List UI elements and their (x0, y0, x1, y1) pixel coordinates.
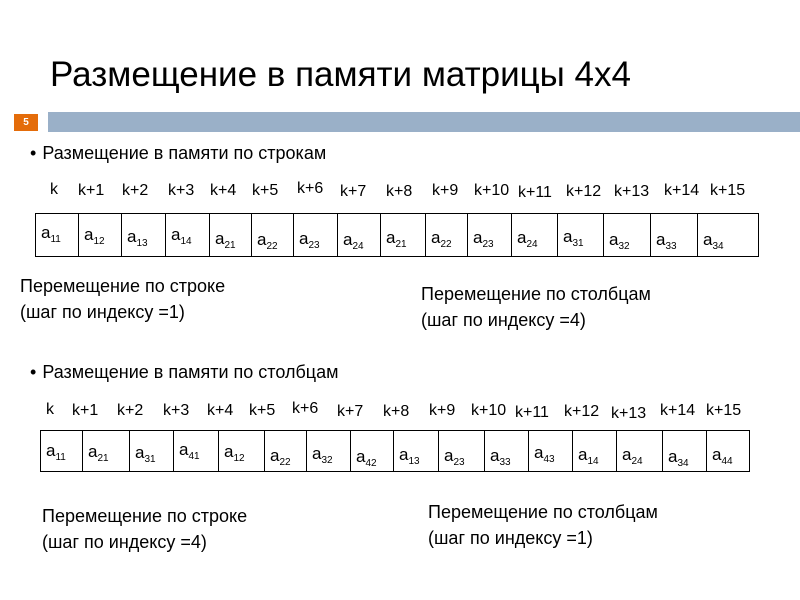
matrix-element-subscript: 22 (279, 457, 291, 468)
matrix-element-subscript: 32 (321, 455, 333, 466)
matrix-element (41, 223, 61, 245)
memory-index-label: k+8 (383, 403, 410, 420)
matrix-element-base: a (668, 447, 678, 466)
memory-cell (351, 431, 394, 471)
note-line: Перемещение по столбцам (428, 502, 658, 522)
memory-index-label: k+5 (252, 182, 279, 199)
memory-index-label: k (46, 401, 54, 418)
matrix-element-subscript: 24 (352, 241, 364, 252)
matrix-element-base: a (703, 230, 713, 249)
matrix-element (656, 230, 677, 252)
matrix-element-base: a (171, 225, 181, 244)
matrix-element-base: a (431, 228, 441, 247)
section-1-heading: Размещение в памяти по строкам (42, 143, 327, 163)
matrix-element-base: a (135, 443, 145, 462)
memory-index-label: k+7 (340, 183, 367, 200)
matrix-element-subscript: 21 (97, 453, 109, 464)
section-1-memory-strip (35, 213, 759, 257)
matrix-element-base: a (270, 446, 280, 465)
section-2-memory-strip (40, 430, 750, 472)
matrix-element-base: a (609, 230, 619, 249)
matrix-element-base: a (343, 230, 353, 249)
matrix-element (127, 227, 148, 249)
matrix-element (270, 446, 291, 468)
matrix-element-subscript: 42 (365, 458, 377, 469)
matrix-element-subscript: 24 (526, 239, 538, 250)
matrix-element (171, 225, 192, 247)
memory-index-label: k+9 (429, 402, 456, 419)
matrix-element (712, 445, 733, 467)
note-line: (шаг по индексу =1) (20, 302, 185, 322)
memory-index-label: k+11 (515, 404, 549, 421)
memory-index-label: k+12 (566, 183, 602, 200)
memory-index-label: k+10 (471, 402, 507, 419)
matrix-element-subscript: 44 (721, 456, 733, 467)
matrix-element-subscript: 33 (499, 457, 511, 468)
matrix-element (534, 443, 555, 465)
matrix-element-base: a (84, 225, 94, 244)
memory-index-label: k+13 (614, 183, 650, 200)
matrix-element-base: a (656, 230, 666, 249)
matrix-element (563, 227, 584, 249)
memory-cell (83, 431, 130, 471)
bullet-dot-icon: • (30, 143, 37, 163)
matrix-element-base: a (578, 445, 588, 464)
memory-cell (529, 431, 573, 471)
matrix-element-subscript: 11 (50, 234, 61, 245)
matrix-element-subscript: 22 (440, 239, 452, 250)
note-line: (шаг по индексу =4) (421, 310, 586, 330)
matrix-element-subscript: 41 (188, 451, 200, 462)
memory-cell (265, 431, 307, 471)
memory-index-label: k+15 (706, 402, 742, 419)
memory-cell (651, 214, 698, 256)
section-1-note-left (20, 273, 225, 325)
matrix-element (84, 225, 105, 247)
memory-index-label: k+3 (163, 402, 190, 419)
section-1-note-right (421, 281, 651, 333)
matrix-element-base: a (299, 229, 309, 248)
memory-cell (381, 214, 426, 256)
slide-number: 5 (14, 114, 38, 131)
memory-cell (617, 431, 663, 471)
matrix-element-subscript: 24 (631, 456, 643, 467)
matrix-element (668, 447, 689, 469)
memory-index-label: k+15 (710, 182, 746, 199)
matrix-element-subscript: 33 (665, 241, 677, 252)
memory-index-label: k+2 (117, 402, 144, 419)
memory-cell (79, 214, 122, 256)
matrix-element-subscript: 23 (453, 457, 465, 468)
matrix-element-base: a (88, 442, 98, 461)
matrix-element-subscript: 13 (408, 456, 420, 467)
matrix-element-base: a (257, 230, 267, 249)
title-underline-bar (48, 112, 800, 132)
note-line: Перемещение по строке (20, 276, 226, 296)
matrix-element-subscript: 12 (93, 236, 105, 247)
memory-cell (307, 431, 351, 471)
matrix-element-subscript: 34 (677, 458, 689, 469)
matrix-element (215, 229, 236, 251)
memory-cell (426, 214, 468, 256)
memory-cell (219, 431, 265, 471)
matrix-element (399, 445, 420, 467)
slide-title: Размещение в памяти матрицы 4х4 (50, 55, 631, 94)
matrix-element-base: a (712, 445, 722, 464)
matrix-element (46, 441, 66, 463)
matrix-element-subscript: 11 (55, 452, 66, 463)
matrix-element-subscript: 21 (395, 239, 407, 250)
memory-index-label: k+9 (432, 182, 459, 199)
memory-cell (41, 431, 83, 471)
memory-cell (698, 214, 758, 256)
memory-cell (36, 214, 79, 256)
section-2-note-left (42, 503, 247, 555)
memory-index-label: k+4 (207, 402, 234, 419)
memory-index-label: k+7 (337, 403, 364, 420)
memory-index-label: k+13 (611, 405, 647, 422)
section-2-note-right (428, 499, 658, 551)
memory-index-label: k+3 (168, 182, 195, 199)
memory-cell (174, 431, 219, 471)
section-1-bullet (30, 143, 326, 164)
matrix-element (135, 443, 156, 465)
memory-cell (166, 214, 210, 256)
matrix-element (88, 442, 109, 464)
memory-index-label: k (50, 181, 58, 198)
memory-cell (512, 214, 558, 256)
memory-cell (294, 214, 338, 256)
matrix-element-base: a (490, 446, 500, 465)
memory-cell (338, 214, 381, 256)
matrix-element (343, 230, 364, 252)
memory-cell (573, 431, 617, 471)
bullet-dot-icon: • (30, 362, 37, 382)
matrix-element (431, 228, 452, 250)
memory-index-label: k+6 (297, 180, 324, 197)
matrix-element-subscript: 14 (180, 236, 192, 247)
matrix-element-base: a (356, 447, 366, 466)
matrix-element (622, 445, 643, 467)
matrix-element (609, 230, 630, 252)
matrix-element-base: a (563, 227, 573, 246)
memory-cell (130, 431, 174, 471)
matrix-element-base: a (444, 446, 454, 465)
memory-index-label: k+8 (386, 183, 413, 200)
note-line: (шаг по индексу =4) (42, 532, 207, 552)
matrix-element (490, 446, 511, 468)
note-line: (шаг по индексу =1) (428, 528, 593, 548)
matrix-element-base: a (399, 445, 409, 464)
matrix-element (299, 229, 320, 251)
section-2-bullet (30, 362, 338, 383)
memory-index-label: k+6 (292, 400, 319, 417)
memory-index-label: k+12 (564, 403, 600, 420)
matrix-element-base: a (473, 228, 483, 247)
matrix-element (312, 444, 333, 466)
matrix-element-subscript: 43 (543, 454, 555, 465)
matrix-element-subscript: 23 (482, 239, 494, 250)
matrix-element (257, 230, 278, 252)
memory-cell (439, 431, 485, 471)
memory-cell (252, 214, 294, 256)
matrix-element-subscript: 12 (233, 453, 245, 464)
memory-index-label: k+4 (210, 182, 237, 199)
section-2-heading: Размещение в памяти по столбцам (42, 362, 339, 382)
matrix-element-subscript: 31 (144, 454, 156, 465)
matrix-element (179, 440, 200, 462)
memory-index-label: k+10 (474, 182, 510, 199)
memory-cell (604, 214, 651, 256)
memory-cell (210, 214, 252, 256)
note-line: Перемещение по столбцам (421, 284, 651, 304)
matrix-element-subscript: 22 (266, 241, 278, 252)
matrix-element (517, 228, 538, 250)
matrix-element-base: a (312, 444, 322, 463)
matrix-element-subscript: 32 (618, 241, 630, 252)
matrix-element-subscript: 13 (136, 238, 148, 249)
matrix-element (356, 447, 377, 469)
memory-index-label: k+1 (72, 402, 99, 419)
memory-index-label: k+1 (78, 182, 105, 199)
matrix-element-base: a (46, 441, 56, 460)
matrix-element-subscript: 31 (572, 238, 584, 249)
matrix-element-base: a (386, 228, 396, 247)
memory-cell (394, 431, 439, 471)
memory-cell (707, 431, 749, 471)
matrix-element-base: a (622, 445, 632, 464)
matrix-element-subscript: 23 (308, 240, 320, 251)
matrix-element (224, 442, 245, 464)
matrix-element-base: a (179, 440, 189, 459)
memory-cell (558, 214, 604, 256)
matrix-element-base: a (224, 442, 234, 461)
memory-index-label: k+2 (122, 182, 149, 199)
memory-index-label: k+14 (660, 402, 696, 419)
matrix-element (473, 228, 494, 250)
memory-cell (468, 214, 512, 256)
matrix-element-subscript: 14 (587, 456, 599, 467)
matrix-element-base: a (127, 227, 137, 246)
memory-cell (663, 431, 707, 471)
matrix-element-subscript: 34 (712, 241, 724, 252)
matrix-element (703, 230, 724, 252)
note-line: Перемещение по строке (42, 506, 248, 526)
matrix-element-base: a (215, 229, 225, 248)
memory-index-label: k+14 (664, 182, 700, 199)
matrix-element-base: a (41, 223, 51, 242)
memory-index-label: k+11 (518, 184, 552, 201)
matrix-element (444, 446, 465, 468)
matrix-element (386, 228, 407, 250)
memory-cell (485, 431, 529, 471)
matrix-element (578, 445, 599, 467)
memory-index-label: k+5 (249, 402, 276, 419)
matrix-element-base: a (534, 443, 544, 462)
matrix-element-subscript: 21 (224, 240, 236, 251)
memory-cell (122, 214, 166, 256)
matrix-element-base: a (517, 228, 527, 247)
